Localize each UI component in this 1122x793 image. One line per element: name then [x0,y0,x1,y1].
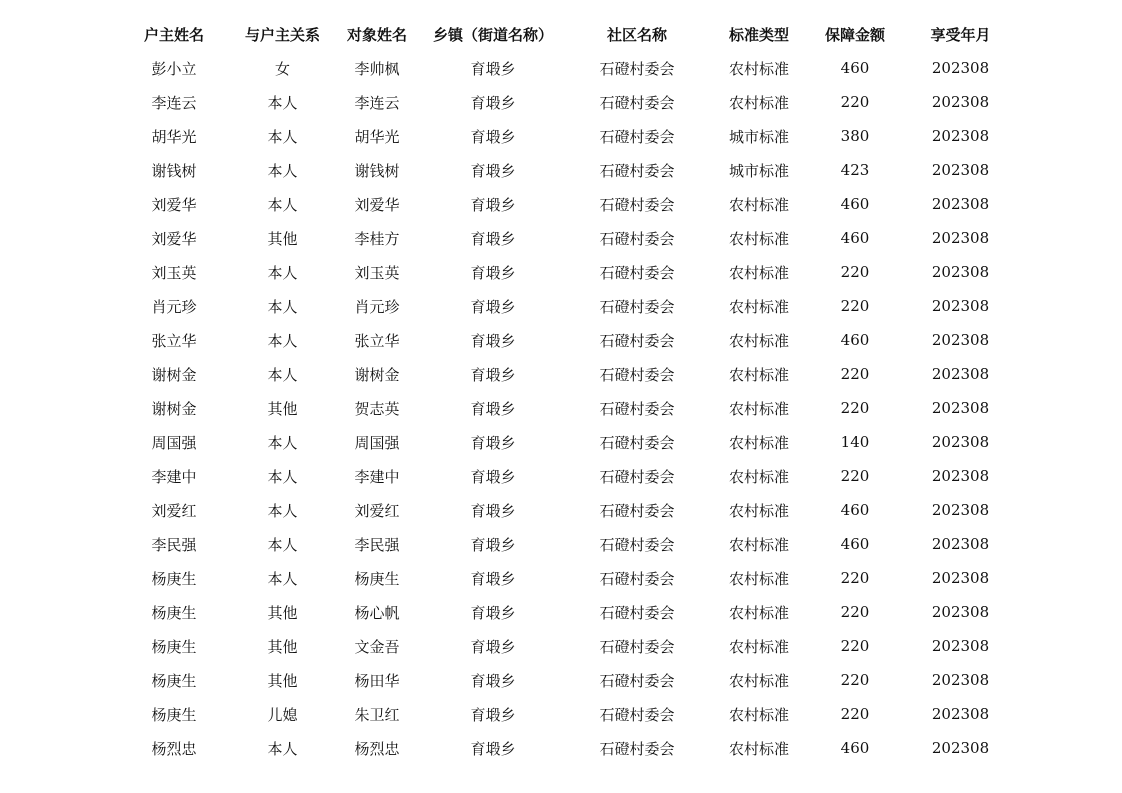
table-row [118,459,1022,493]
cell-household-head-name: 杨庚生 [151,637,197,656]
cell-recipient-name: 张立华 [354,331,400,350]
cell-relationship: 女 [274,59,290,78]
cell-amount: 220 [840,365,870,383]
cell-community: 石磴村委会 [599,331,675,350]
table-row [118,527,1022,561]
cell-relationship: 本人 [267,501,298,520]
table-row [118,153,1022,187]
table-row [118,357,1022,391]
table-row [118,289,1022,323]
cell-standard-type: 农村标准 [728,195,789,214]
cell-amount: 220 [840,297,870,315]
table-row [118,561,1022,595]
table-row [118,323,1022,357]
cell-community: 石磴村委会 [599,93,675,112]
cell-relationship: 本人 [267,93,298,112]
cell-community: 石磴村委会 [599,59,675,78]
cell-recipient-name: 胡华光 [354,127,400,146]
cell-household-head-name: 杨庚生 [151,569,197,588]
cell-recipient-name: 李桂方 [354,229,400,248]
table-row [118,595,1022,629]
cell-recipient-name: 杨庚生 [354,569,400,588]
cell-standard-type: 农村标准 [728,637,789,656]
cell-recipient-name: 谢钱树 [354,161,400,180]
cell-community: 石磴村委会 [599,127,675,146]
cell-community: 石磴村委会 [599,705,675,724]
cell-month: 202308 [931,637,990,655]
cell-amount: 460 [840,331,870,349]
cell-amount: 220 [840,399,870,417]
assistance-roster-table [118,17,1022,765]
cell-amount: 460 [840,195,870,213]
cell-month: 202308 [931,569,990,587]
cell-standard-type: 农村标准 [728,569,789,588]
cell-household-head-name: 谢钱树 [151,161,197,180]
cell-township: 育塅乡 [470,637,516,656]
cell-amount: 220 [840,569,870,587]
cell-household-head-name: 李民强 [151,535,197,554]
cell-relationship: 本人 [267,127,298,146]
cell-relationship: 本人 [267,161,298,180]
cell-household-head-name: 胡华光 [151,127,197,146]
cell-recipient-name: 李帅枫 [354,59,400,78]
cell-relationship: 本人 [267,331,298,350]
cell-recipient-name: 刘爱红 [354,501,400,520]
table-row [118,697,1022,731]
cell-standard-type: 农村标准 [728,331,789,350]
cell-standard-type: 农村标准 [728,93,789,112]
cell-community: 石磴村委会 [599,671,675,690]
cell-relationship: 本人 [267,263,298,282]
cell-township: 育塅乡 [470,331,516,350]
cell-community: 石磴村委会 [599,637,675,656]
header-relationship: 与户主关系 [244,25,320,44]
cell-recipient-name: 朱卫红 [354,705,400,724]
table-header [118,17,1022,51]
cell-township: 育塅乡 [470,365,516,384]
cell-township: 育塅乡 [470,739,516,758]
header-row [118,17,1022,51]
cell-amount: 220 [840,705,870,723]
cell-community: 石磴村委会 [599,229,675,248]
cell-township: 育塅乡 [470,93,516,112]
cell-community: 石磴村委会 [599,399,675,418]
cell-standard-type: 农村标准 [728,535,789,554]
cell-month: 202308 [931,399,990,417]
cell-township: 育塅乡 [470,467,516,486]
cell-recipient-name: 周国强 [354,433,400,452]
cell-community: 石磴村委会 [599,365,675,384]
cell-relationship: 本人 [267,195,298,214]
cell-community: 石磴村委会 [599,433,675,452]
cell-community: 石磴村委会 [599,535,675,554]
cell-recipient-name: 李建中 [354,467,400,486]
cell-household-head-name: 周国强 [151,433,197,452]
table-row [118,255,1022,289]
cell-household-head-name: 肖元珍 [151,297,197,316]
cell-relationship: 本人 [267,297,298,316]
cell-community: 石磴村委会 [599,195,675,214]
cell-month: 202308 [931,195,990,213]
cell-township: 育塅乡 [470,263,516,282]
cell-standard-type: 农村标准 [728,297,789,316]
table-row [118,391,1022,425]
cell-relationship: 其他 [267,637,298,656]
cell-recipient-name: 刘爱华 [354,195,400,214]
cell-amount: 423 [840,161,870,179]
cell-month: 202308 [931,229,990,247]
cell-household-head-name: 张立华 [151,331,197,350]
cell-standard-type: 农村标准 [728,59,789,78]
cell-relationship: 其他 [267,229,298,248]
cell-month: 202308 [931,705,990,723]
cell-amount: 460 [840,535,870,553]
header-township: 乡镇（街道名称） [432,25,553,44]
cell-month: 202308 [931,603,990,621]
cell-relationship: 其他 [267,603,298,622]
cell-township: 育塅乡 [470,569,516,588]
cell-township: 育塅乡 [470,127,516,146]
cell-household-head-name: 李连云 [151,93,197,112]
cell-household-head-name: 刘玉英 [151,263,197,282]
cell-relationship: 其他 [267,671,298,690]
cell-month: 202308 [931,93,990,111]
cell-household-head-name: 杨庚生 [151,705,197,724]
table-row [118,221,1022,255]
cell-month: 202308 [931,263,990,281]
cell-month: 202308 [931,297,990,315]
cell-standard-type: 农村标准 [728,671,789,690]
header-community: 社区名称 [606,25,667,44]
cell-month: 202308 [931,127,990,145]
cell-township: 育塅乡 [470,59,516,78]
cell-amount: 460 [840,229,870,247]
cell-community: 石磴村委会 [599,467,675,486]
cell-township: 育塅乡 [470,501,516,520]
cell-community: 石磴村委会 [599,603,675,622]
cell-household-head-name: 杨庚生 [151,671,197,690]
cell-relationship: 本人 [267,433,298,452]
cell-recipient-name: 杨心帆 [354,603,400,622]
cell-household-head-name: 谢树金 [151,365,197,384]
cell-standard-type: 农村标准 [728,501,789,520]
cell-relationship: 本人 [267,535,298,554]
cell-amount: 220 [840,603,870,621]
table-row [118,663,1022,697]
cell-household-head-name: 李建中 [151,467,197,486]
cell-community: 石磴村委会 [599,263,675,282]
cell-household-head-name: 彭小立 [151,59,197,78]
cell-household-head-name: 刘爱华 [151,195,197,214]
cell-month: 202308 [931,365,990,383]
cell-relationship: 儿媳 [267,705,298,724]
cell-standard-type: 城市标准 [728,127,789,146]
table-row [118,187,1022,221]
cell-community: 石磴村委会 [599,161,675,180]
cell-community: 石磴村委会 [599,569,675,588]
cell-month: 202308 [931,739,990,757]
table-row [118,425,1022,459]
cell-township: 育塅乡 [470,229,516,248]
cell-recipient-name: 肖元珍 [354,297,400,316]
cell-standard-type: 城市标准 [728,161,789,180]
cell-recipient-name: 贺志英 [354,399,400,418]
cell-month: 202308 [931,501,990,519]
cell-standard-type: 农村标准 [728,229,789,248]
cell-township: 育塅乡 [470,535,516,554]
table-row [118,731,1022,765]
table-body [118,51,1022,765]
cell-recipient-name: 李连云 [354,93,400,112]
cell-amount: 220 [840,467,870,485]
cell-household-head-name: 谢树金 [151,399,197,418]
cell-recipient-name: 文金吾 [354,637,400,656]
cell-standard-type: 农村标准 [728,467,789,486]
cell-relationship: 本人 [267,569,298,588]
cell-relationship: 本人 [267,365,298,384]
cell-recipient-name: 李民强 [354,535,400,554]
cell-township: 育塅乡 [470,433,516,452]
table-row [118,119,1022,153]
cell-month: 202308 [931,433,990,451]
cell-month: 202308 [931,671,990,689]
cell-amount: 460 [840,501,870,519]
table-row [118,51,1022,85]
cell-township: 育塅乡 [470,195,516,214]
cell-month: 202308 [931,59,990,77]
table-row [118,493,1022,527]
cell-recipient-name: 谢树金 [354,365,400,384]
cell-household-head-name: 杨烈忠 [151,739,197,758]
cell-standard-type: 农村标准 [728,399,789,418]
cell-recipient-name: 杨烈忠 [354,739,400,758]
cell-recipient-name: 刘玉英 [354,263,400,282]
cell-standard-type: 农村标准 [728,365,789,384]
cell-standard-type: 农村标准 [728,433,789,452]
cell-standard-type: 农村标准 [728,603,789,622]
header-household-head-name: 户主姓名 [143,25,204,44]
cell-month: 202308 [931,467,990,485]
table-row [118,85,1022,119]
header-recipient-name: 对象姓名 [346,25,407,44]
header-amount: 保障金额 [824,25,885,44]
cell-township: 育塅乡 [470,161,516,180]
table-row [118,629,1022,663]
cell-township: 育塅乡 [470,399,516,418]
cell-community: 石磴村委会 [599,739,675,758]
cell-township: 育塅乡 [470,297,516,316]
cell-township: 育塅乡 [470,603,516,622]
cell-standard-type: 农村标准 [728,739,789,758]
cell-recipient-name: 杨田华 [354,671,400,690]
cell-relationship: 其他 [267,399,298,418]
header-month: 享受年月 [930,25,991,44]
cell-month: 202308 [931,535,990,553]
cell-community: 石磴村委会 [599,501,675,520]
cell-month: 202308 [931,331,990,349]
cell-amount: 460 [840,739,870,757]
cell-amount: 460 [840,59,870,77]
cell-relationship: 本人 [267,739,298,758]
cell-amount: 220 [840,93,870,111]
cell-standard-type: 农村标准 [728,705,789,724]
cell-household-head-name: 刘爱红 [151,501,197,520]
cell-amount: 140 [840,433,870,451]
cell-month: 202308 [931,161,990,179]
cell-township: 育塅乡 [470,671,516,690]
cell-amount: 220 [840,671,870,689]
cell-household-head-name: 刘爱华 [151,229,197,248]
cell-township: 育塅乡 [470,705,516,724]
header-standard-type: 标准类型 [728,25,789,44]
cell-community: 石磴村委会 [599,297,675,316]
cell-standard-type: 农村标准 [728,263,789,282]
cell-relationship: 本人 [267,467,298,486]
cell-amount: 380 [840,127,870,145]
cell-household-head-name: 杨庚生 [151,603,197,622]
cell-amount: 220 [840,637,870,655]
cell-amount: 220 [840,263,870,281]
